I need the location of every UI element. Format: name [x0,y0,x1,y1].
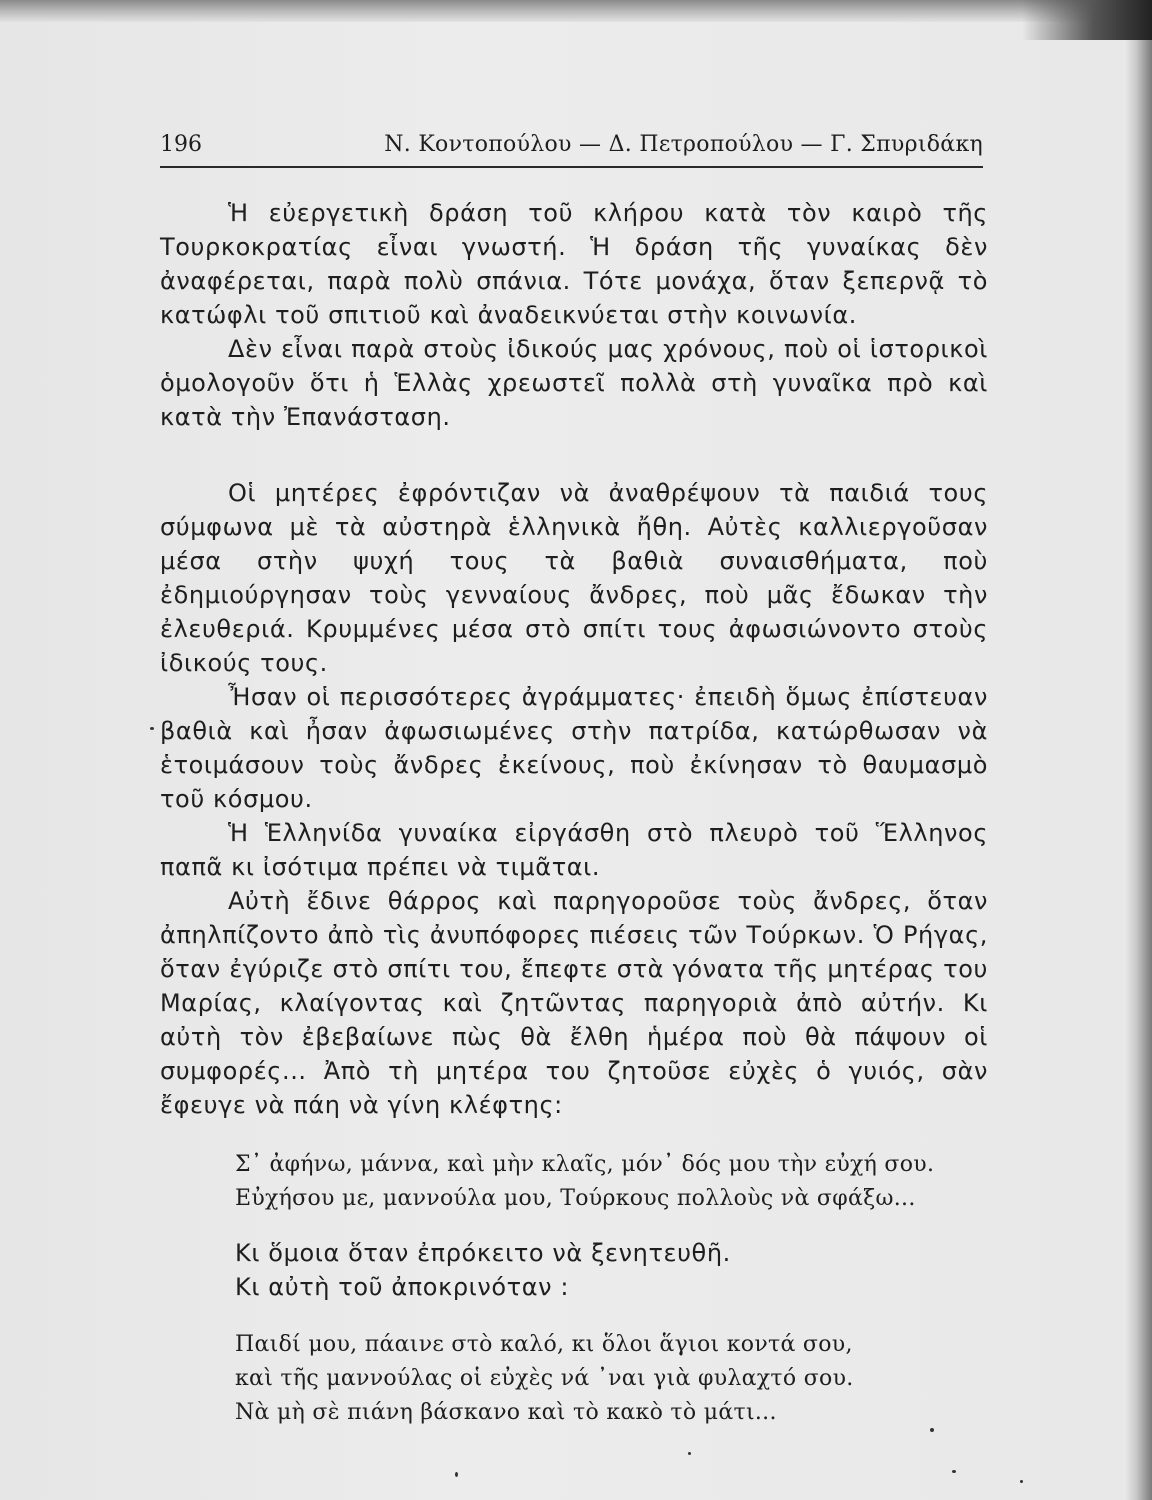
scan-speck [688,1452,691,1455]
body-text [160,196,988,1122]
paragraph: Ἦσαν οἱ περισσότερες ἀγράμματες· ἐπειδὴ ὅμως ἐπίστευαν βαθιὰ καὶ ἦσαν ἀφωσιωμένες στὴν πατρίδα, κατώρθωσαν νὰ ἑτοιμάσουν τοὺς ἄνδρες ἐκείνους, ποὺ ἐκίνησαν τὸ θαυμασμὸ τοῦ κόσμου. [160,683,988,813]
page-top-edge-shadow [0,0,1152,22]
paragraph: Δὲν εἶναι παρὰ στοὺς ἰδικούς μας χρόνους, ποὺ οἱ ἱστορικοὶ ὁμολογοῦν ὅτι ἡ Ἑλλὰς χρεωστεῖ πολλὰ στὴ γυναῖκα πρὸ καὶ κατὰ τὴν Ἐπανάσταση. [160,335,988,431]
folk-song-verse-2 [235,1328,854,1430]
transition-text [235,1236,731,1304]
paragraph: Αὐτὴ ἔδινε θάρρος καὶ παρηγοροῦσε τοὺς ἄνδρες, ὅταν ἀπηλπίζοντο ἀπὸ τὶς ἀνυπόφορες πιέσεις τῶν Τούρκων. Ὁ Ρήγας, ὅταν ἐγύριζε στὸ σπίτι του, ἔπεφτε στὰ γόνατα τῆς μητέρας του Μαρίας, κλαίγοντας καὶ ζητῶντας παρηγοριὰ ἀπὸ αὐτήν. Κι αὐτὴ τὸν ἐβεβαίωνε πὼς θὰ ἔλθη ἡμέρα ποὺ θὰ πάψουν οἱ συμφορές... Ἀπὸ τὴ μητέρα του ζητοῦσε εὐχὲς ὁ γυιός, σὰν ἔφευγε νὰ πάη νὰ γίνη κλέφτης: [160,887,988,1119]
verse-line: Νὰ μὴ σὲ πιάνη βάσκανο καὶ τὸ κακὸ τὸ μάτι... [235,1400,777,1425]
scan-speck [455,1472,458,1477]
page-header [160,130,983,168]
verse-line: καὶ τῆς μαννούλας οἱ εὐχὲς νά ᾽ναι γιὰ φυλαχτό σου. [235,1366,854,1391]
scan-speck [150,727,154,730]
paragraph: Ἡ Ἑλληνίδα γυναίκα εἰργάσθη στὸ πλευρὸ τοῦ Ἕλληνος παπᾶ κι ἰσότιμα πρέπει νὰ τιμᾶται. [160,819,988,881]
running-head-authors: Ν. Κοντοπούλου — Δ. Πετροπούλου — Γ. Σπυριδάκη [384,132,983,157]
text-line: Κι αὐτὴ τοῦ ἀποκρινόταν : [235,1273,570,1301]
scan-speck [1020,1480,1023,1483]
scan-corner-shadow [1022,0,1152,40]
verse-line: Σ᾽ ἀφήνω, μάννα, καὶ μὴν κλαῖς, μόν᾽ δός μου τὴν εὐχή σου. [235,1152,935,1177]
paragraph: Ἡ εὐεργετικὴ δράση τοῦ κλήρου κατὰ τὸν καιρὸ τῆς Τουρκοκρατίας εἶναι γνωστή. Ἡ δράση τῆς γυναίκας δὲν ἀναφέρεται, παρὰ πολὺ σπάνια. Τότε μονάχα, ὅταν ξεπερνᾷ τὸ κατώφλι τοῦ σπιτιοῦ καὶ ἀναδεικνύεται στὴν κοινωνία. [160,199,988,329]
page-right-edge-shadow [1126,0,1152,1500]
page-number: 196 [160,132,202,157]
verse-line: Παιδί μου, πάαινε στὸ καλό, κι ὅλοι ἅγιοι κοντά σου, [235,1332,853,1357]
paragraph-gap [160,434,988,476]
scan-speck [952,1470,956,1473]
text-line: Κι ὅμοια ὅταν ἐπρόκειτο νὰ ξενητευθῆ. [235,1239,731,1267]
verse-line: Εὐχήσου με, μαννούλα μου, Τούρκους πολλοὺς νὰ σφάξω... [235,1186,916,1211]
scan-speck [930,1428,934,1432]
paragraph: Οἱ μητέρες ἐφρόντιζαν νὰ ἀναθρέψουν τὰ παιδιά τους σύμφωνα μὲ τὰ αὐστηρὰ ἑλληνικὰ ἤθη. Αὐτὲς καλλιεργοῦσαν μέσα στὴν ψυχή τους τὰ βαθιὰ συναισθήματα, ποὺ ἐδημιούργησαν τοὺς γενναίους ἄνδρες, ποὺ μᾶς ἔδωκαν τὴν ἐλευθεριά. Κρυμμένες μέσα στὸ σπίτι τους ἀφωσιώνοντο στοὺς ἰδικούς τους. [160,479,988,677]
folk-song-verse-1 [235,1148,934,1216]
